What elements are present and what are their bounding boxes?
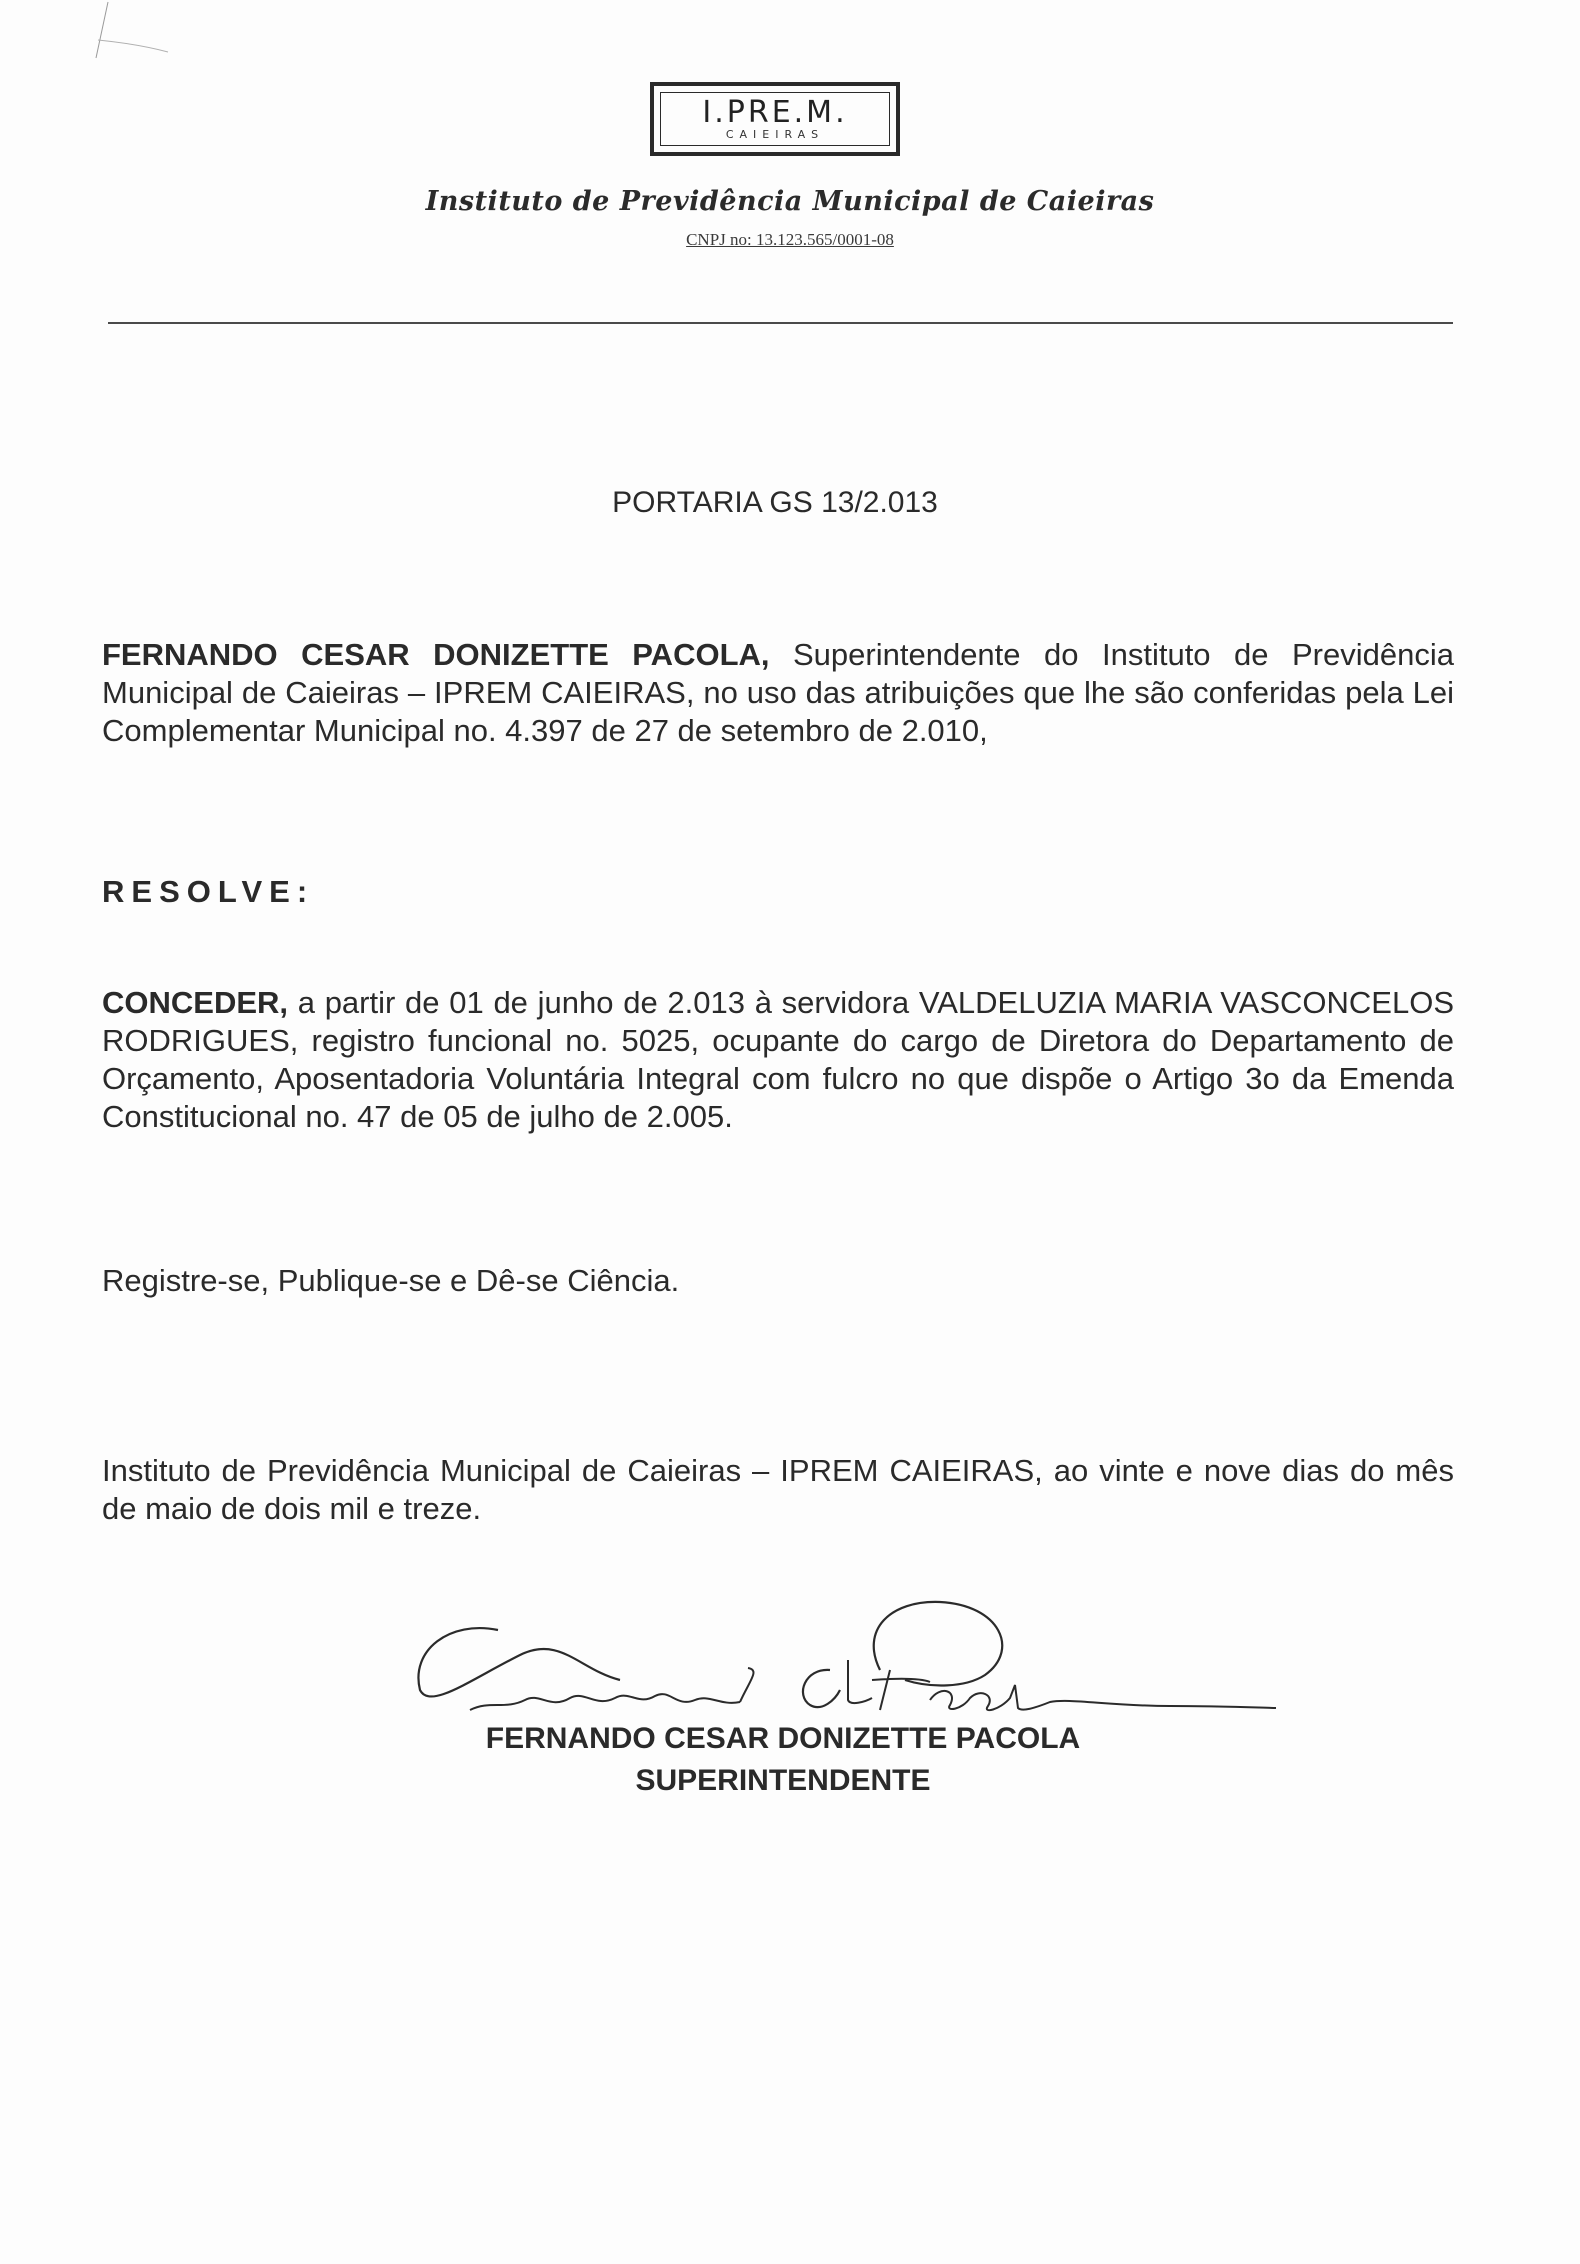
closing-statement: Registre-se, Publique-se e Dê-se Ciência. xyxy=(102,1263,680,1298)
logo-subtext: CAIEIRAS xyxy=(725,128,825,141)
resolve-heading: RESOLVE: xyxy=(102,874,315,909)
place-date-paragraph: Instituto de Previdência Municipal de Caieiras – IPREM CAIEIRAS, ao vinte e nove dias do mês de maio de dois mil e treze. xyxy=(102,1453,1454,1526)
decision-text: a partir de 01 de junho de 2.013 à servidora VALDELUZIA MARIA VASCONCELOS RODRIGUES, registro funcional no. 5025, ocupante do cargo de Diretora do Departamento de Orçamento, Aposentadoria Voluntária Integral com fulcro no que dispõe o Artigo 3o da Emenda Constitucional no. 47 de 05 de julho de 2.005. xyxy=(102,985,1454,1134)
institution-name: Instituto de Previdência Municipal de Caieiras xyxy=(425,186,1155,217)
handwritten-signature xyxy=(410,1560,1290,1720)
signatory-name: FERNANDO CESAR DONIZETTE PACOLA xyxy=(485,1722,1081,1755)
preamble-text: Superintendente do Instituto de Previdência Municipal de Caieiras – IPREM CAIEIRAS, no uso das atribuições que lhe são conferidas pela Lei Complementar Municipal no. 4.397 de 27 de setembro de 2.010, xyxy=(102,637,1454,748)
scan-artifact xyxy=(78,0,188,70)
document-title: PORTARIA GS 13/2.013 xyxy=(612,486,938,519)
cnpj-number: CNPJ no: 13.123.565/0001-08 xyxy=(686,230,894,249)
decision-verb: CONCEDER, xyxy=(102,985,289,1020)
logo-inner-frame xyxy=(660,92,890,146)
logo-text: I.PRE.M. xyxy=(702,95,848,130)
superintendent-name: FERNANDO CESAR DONIZETTE PACOLA, xyxy=(102,637,770,672)
signatory-role: SUPERINTENDENTE xyxy=(635,1764,931,1797)
header-divider xyxy=(108,322,1453,324)
decision-paragraph xyxy=(102,984,1454,1136)
iprem-logo xyxy=(650,82,900,156)
preamble-paragraph xyxy=(102,636,1454,750)
